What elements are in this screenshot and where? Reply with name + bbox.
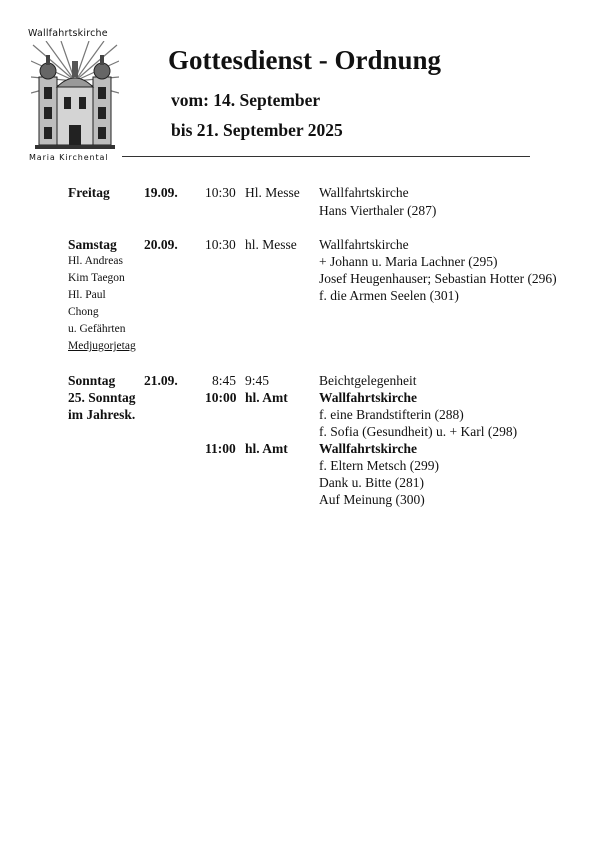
feast-note: 25. Sonntag [68,390,136,405]
location: Beichtgelegenheit [319,373,417,388]
logo-bottom-text: Maria Kirchental [29,153,109,162]
church-icon [31,41,119,151]
intention: f. Eltern Metsch (299) [319,458,439,473]
intention: + Johann u. Maria Lachner (295) [319,254,498,269]
page-title: Gottesdienst - Ordnung [168,45,442,75]
service-time: 10:30 [205,237,236,252]
service-time: 8:45 [212,373,237,388]
logo-top-text: Wallfahrtskirche [28,28,108,39]
intention: f. die Armen Seelen (301) [319,288,459,303]
service-time: 10:00 [205,390,237,405]
feast-note: Medjugorjetag [68,340,136,352]
feast-note: Hl. Andreas [68,255,123,267]
header-divider [122,156,530,157]
date-range-to: bis 21. September 2025 [171,120,343,140]
day-label: Sonntag [68,373,116,388]
intention: Auf Meinung (300) [319,492,425,507]
intention: f. Sofia (Gesundheit) u. + Karl (298) [319,424,518,439]
intention: Dank u. Bitte (281) [319,475,424,490]
day-date: 19.09. [144,185,178,200]
intention: Hans Vierthaler (287) [319,203,437,218]
service-time: 11:00 [205,441,236,456]
day-date: 21.09. [144,373,178,388]
service-type: hl. Amt [245,390,288,405]
church-logo [28,28,122,164]
day-date: 20.09. [144,237,178,252]
feast-note: im Jahresk. [68,407,136,422]
location: Wallfahrtskirche [319,185,409,200]
feast-note: Chong [68,306,99,318]
intention: f. eine Brandstifterin (288) [319,407,464,422]
date-range-from: vom: 14. September [171,90,321,110]
service-time: 10:30 [205,185,236,200]
day-label: Samstag [68,237,117,252]
feast-note: Kim Taegon [68,272,125,284]
feast-note: Hl. Paul [68,289,106,301]
intention: Josef Heugenhauser; Sebastian Hotter (296) [319,271,557,286]
service-type: Hl. Messe [245,185,300,200]
service-type: hl. Messe [245,237,297,252]
service-time: 9:45 [245,373,270,388]
day-label: Freitag [68,185,110,200]
feast-note: u. Gefährten [68,323,126,335]
service-type: hl. Amt [245,441,288,456]
location: Wallfahrtskirche [319,237,409,252]
location: Wallfahrtskirche [319,441,418,456]
location: Wallfahrtskirche [319,390,418,405]
